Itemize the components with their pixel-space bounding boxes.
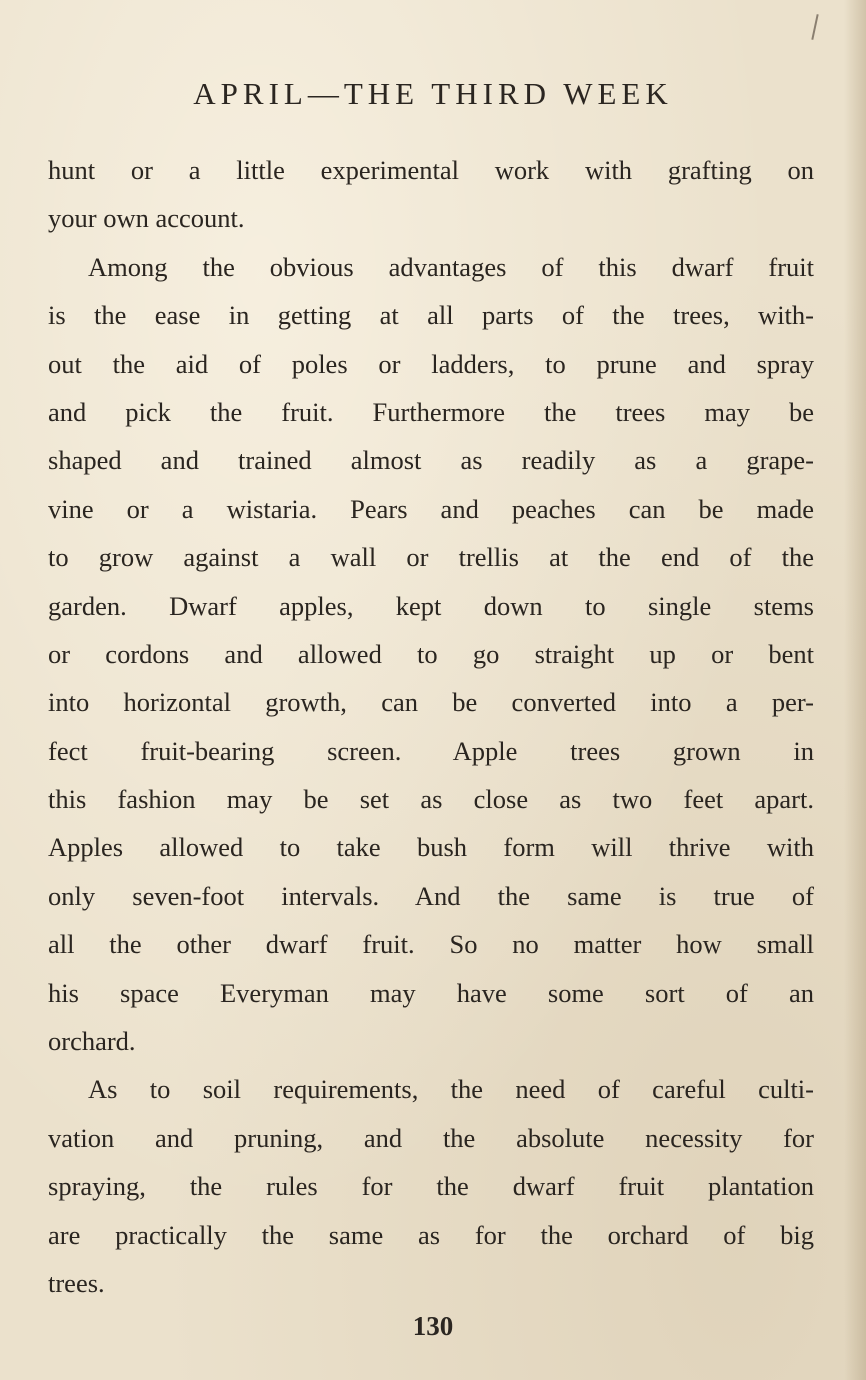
text-line: are practically the same as for the orchard of big — [48, 1219, 814, 1250]
text-line: fect fruit-bearing screen. Apple trees grown in — [48, 735, 814, 766]
text-line: or cordons and allowed to go straight up or bent — [48, 638, 814, 669]
body-text — [48, 146, 814, 1307]
text-line: Apples allowed to take bush form will thrive with — [48, 832, 814, 863]
text-line: vine or a wistaria. Pears and peaches can be made — [48, 493, 814, 524]
text-line: shaped and trained almost as readily as a grape- — [48, 445, 814, 476]
text-line: spraying, the rules for the dwarf fruit plantation — [48, 1171, 814, 1202]
running-head: APRIL—THE THIRD WEEK — [193, 76, 673, 111]
page-edge-shadow — [844, 0, 866, 1380]
text-line: your own account. — [48, 203, 245, 234]
text-line: and pick the fruit. Furthermore the trees may be — [48, 396, 814, 427]
text-line: out the aid of poles or ladders, to prune and spray — [48, 348, 814, 379]
text-line: vation and pruning, and the absolute necessity for — [48, 1122, 814, 1153]
text-line: orchard. — [48, 1026, 136, 1057]
text-line: his space Everyman may have some sort of an — [48, 977, 814, 1008]
text-line: into horizontal growth, can be converted into a per- — [48, 687, 814, 718]
page-number: 130 — [412, 1311, 454, 1341]
text-line: trees. — [48, 1267, 105, 1298]
text-line: to grow against a wall or trellis at the end of the — [48, 542, 814, 573]
text-line: garden. Dwarf apples, kept down to single stems — [48, 590, 814, 621]
text-line: all the other dwarf fruit. So no matter how small — [48, 929, 814, 960]
margin-pencil-mark — [811, 14, 818, 40]
text-line: this fashion may be set as close as two feet apart. — [48, 784, 814, 815]
text-line: hunt or a little experimental work with grafting on — [48, 155, 814, 185]
text-line: only seven-foot intervals. And the same is true of — [48, 880, 814, 911]
text-line: is the ease in getting at all parts of the trees, with- — [48, 300, 814, 331]
text-line: Among the obvious advantages of this dwarf fruit — [88, 251, 814, 282]
text-line: As to soil requirements, the need of careful culti- — [88, 1074, 814, 1105]
